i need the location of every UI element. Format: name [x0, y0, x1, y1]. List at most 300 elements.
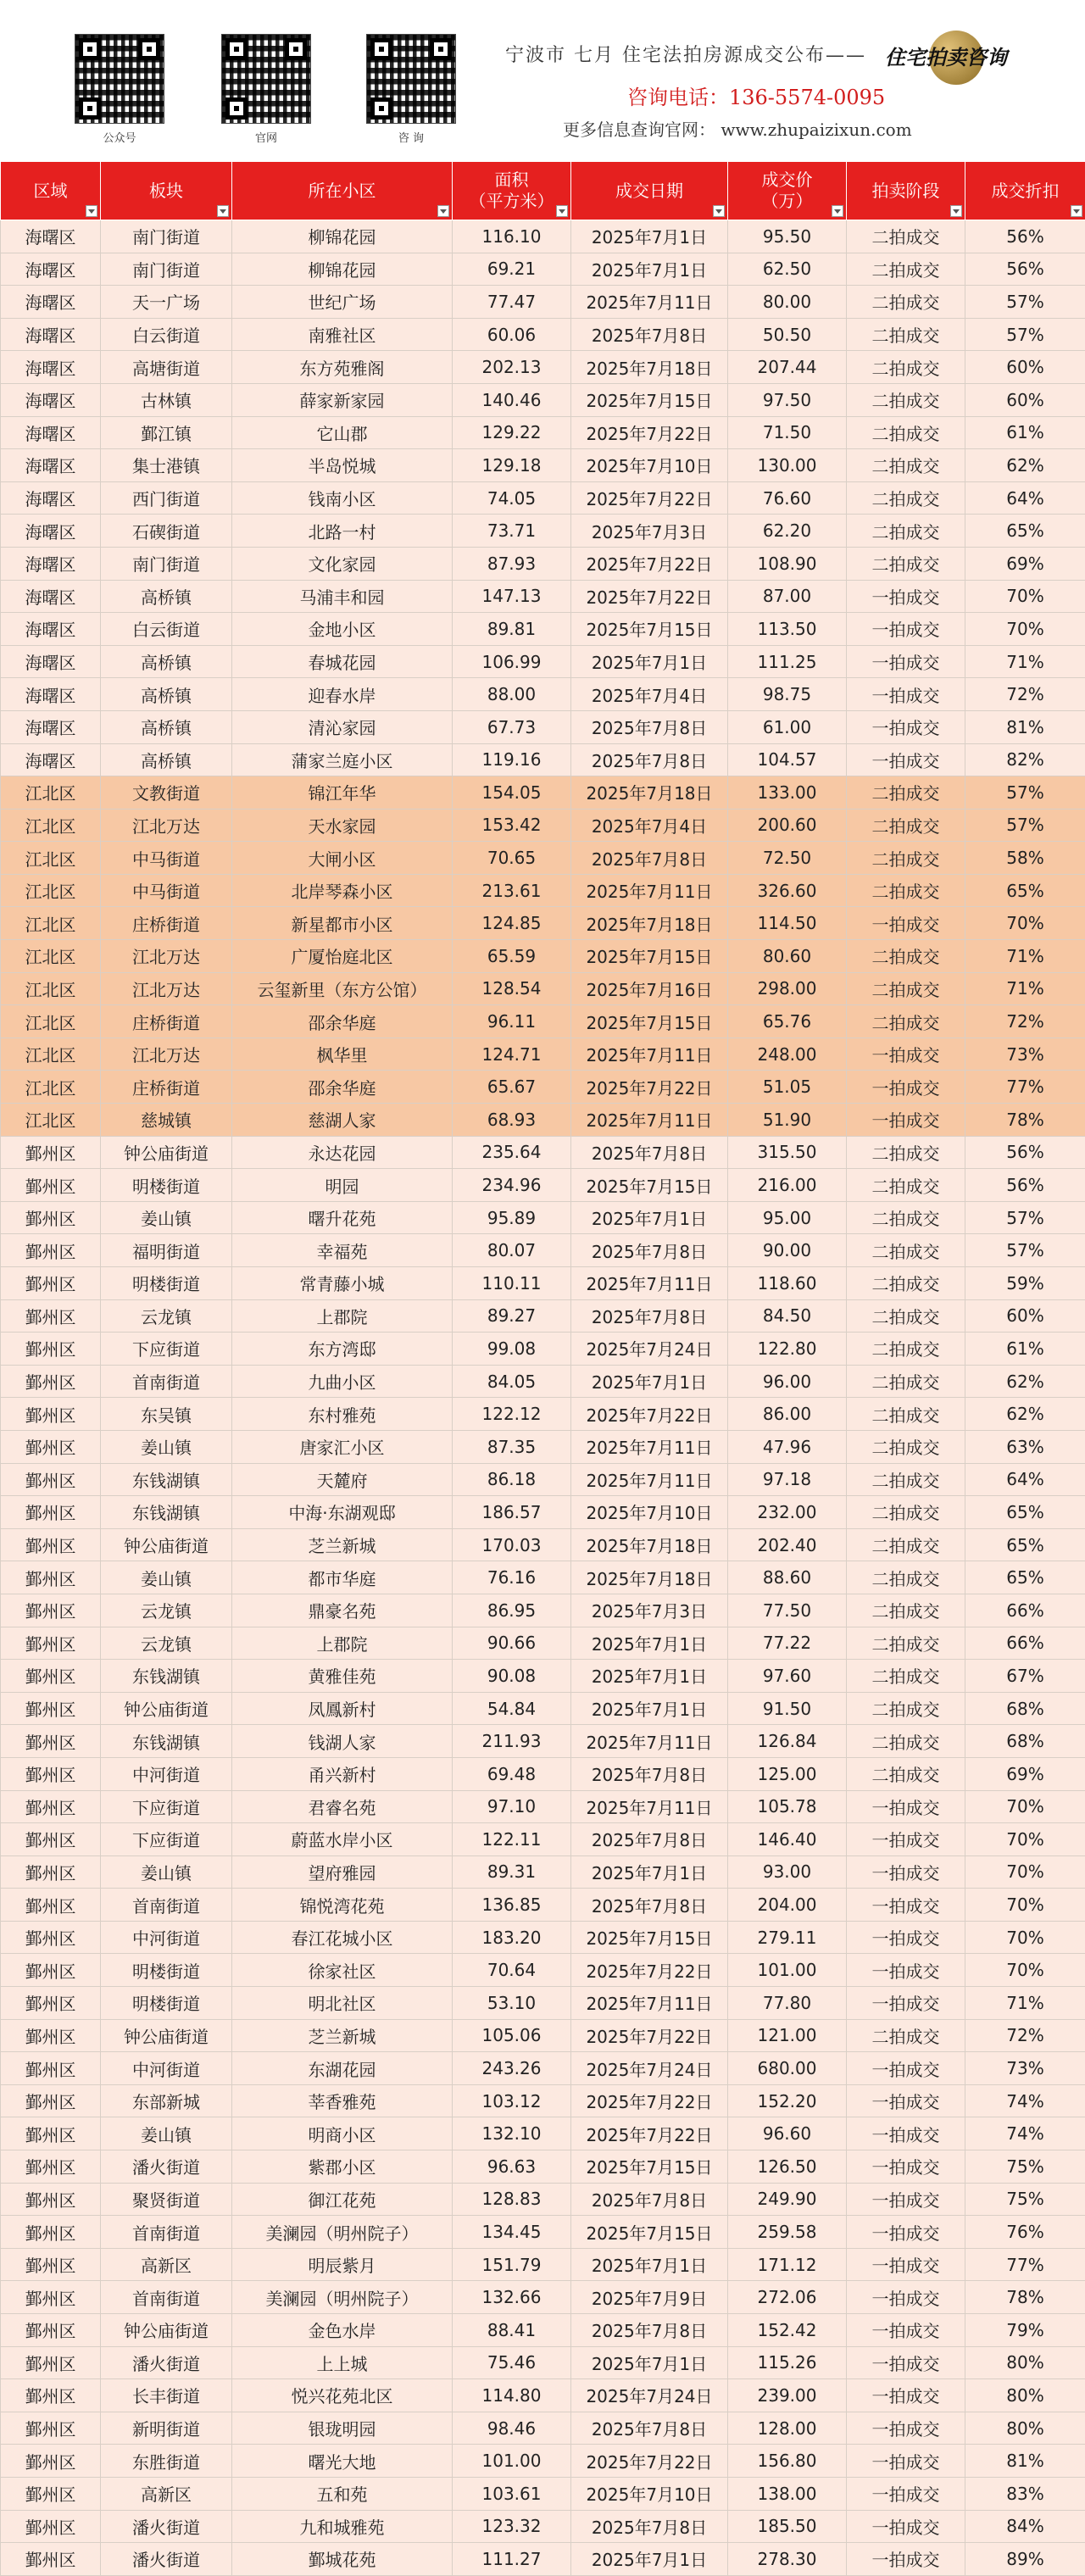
col-size-cell: 65.67 — [453, 1071, 571, 1104]
col-size-cell: 211.93 — [453, 1725, 571, 1758]
col-district-cell: 海曙区 — [1, 743, 101, 776]
col-price-cell: 91.50 — [728, 1692, 847, 1725]
col-community-cell: 唐家汇小区 — [232, 1430, 453, 1463]
col-discount-cell: 80% — [965, 2346, 1085, 2379]
col-stage-cell: 二拍成交 — [847, 1267, 965, 1300]
col-price-cell: 126.84 — [728, 1725, 847, 1758]
col-size-cell: 89.27 — [453, 1299, 571, 1333]
col-price-cell: 105.78 — [728, 1790, 847, 1823]
table-row — [1, 416, 1085, 449]
col-community-cell: 九曲小区 — [232, 1365, 453, 1398]
col-size-cell: 80.07 — [453, 1234, 571, 1267]
col-date-cell: 2025年7月11日 — [571, 874, 728, 907]
col-area-cell: 东钱湖镇 — [101, 1496, 232, 1529]
col-area-cell: 福明街道 — [101, 1234, 232, 1267]
col-size-cell: 106.99 — [453, 645, 571, 678]
col-community-cell: 曙光大地 — [232, 2445, 453, 2478]
col-size-cell: 119.16 — [453, 743, 571, 776]
col-date-cell: 2025年7月22日 — [571, 1071, 728, 1104]
col-area-cell: 首南街道 — [101, 1889, 232, 1922]
col-discount-cell: 65% — [965, 1496, 1085, 1529]
col-stage-cell: 一拍成交 — [847, 1071, 965, 1104]
col-area-cell: 石碶街道 — [101, 515, 232, 548]
table-row — [1, 1038, 1085, 1071]
col-date-cell: 2025年7月18日 — [571, 776, 728, 810]
col-community-cell: 慈湖人家 — [232, 1104, 453, 1137]
col-price-cell: 146.40 — [728, 1823, 847, 1856]
col-date-cell: 2025年7月16日 — [571, 972, 728, 1005]
col-stage-cell: 二拍成交 — [847, 1725, 965, 1758]
qr-label: 公众号 — [73, 129, 166, 145]
col-area-cell: 钟公庙街道 — [101, 2019, 232, 2052]
col-discount-cell: 70% — [965, 907, 1085, 940]
col-area-cell: 高桥镇 — [101, 743, 232, 776]
col-discount-cell: 61% — [965, 1333, 1085, 1366]
col-district-cell: 鄞州区 — [1, 1692, 101, 1725]
col-stage-cell: 二拍成交 — [847, 1496, 965, 1529]
col-discount-cell: 57% — [965, 318, 1085, 351]
col-price-cell: 77.50 — [728, 1594, 847, 1627]
col-area-cell: 白云街道 — [101, 318, 232, 351]
col-price-cell: 88.60 — [728, 1561, 847, 1594]
col-area-cell: 江北万达 — [101, 1038, 232, 1071]
col-date-cell: 2025年7月11日 — [571, 1725, 728, 1758]
col-discount-cell: 80% — [965, 2379, 1085, 2412]
col-size-cell: 105.06 — [453, 2019, 571, 2052]
col-size-cell: 87.93 — [453, 547, 571, 580]
col-stage-cell: 二拍成交 — [847, 547, 965, 580]
col-discount-cell: 79% — [965, 2314, 1085, 2347]
col-area-cell: 东部新城 — [101, 2084, 232, 2117]
col-date-cell: 2025年7月15日 — [571, 1169, 728, 1202]
col-size-cell: 53.10 — [453, 1987, 571, 2020]
col-area-header[interactable]: 板块 — [101, 162, 232, 220]
col-stage-cell: 一拍成交 — [847, 1954, 965, 1987]
filter-dropdown-icon[interactable] — [437, 205, 449, 217]
table-row — [1, 1365, 1085, 1398]
col-area-cell: 钟公庙街道 — [101, 1528, 232, 1561]
col-discount-cell: 71% — [965, 940, 1085, 973]
col-size-cell: 153.42 — [453, 809, 571, 842]
col-district-cell: 江北区 — [1, 842, 101, 875]
col-area-cell: 高新区 — [101, 2477, 232, 2510]
col-area-cell: 钟公庙街道 — [101, 1136, 232, 1169]
col-area-cell: 南门街道 — [101, 220, 232, 253]
col-stage-cell: 一拍成交 — [847, 907, 965, 940]
col-discount-cell: 70% — [965, 613, 1085, 646]
col-size-cell: 89.81 — [453, 613, 571, 646]
col-size-cell: 98.46 — [453, 2412, 571, 2445]
col-discount-cell: 74% — [965, 2084, 1085, 2117]
col-community-cell: 凤鳳新村 — [232, 1692, 453, 1725]
col-price-cell: 118.60 — [728, 1267, 847, 1300]
col-community-cell: 上郡院 — [232, 1627, 453, 1660]
col-size-cell: 129.18 — [453, 449, 571, 482]
table-row — [1, 1071, 1085, 1104]
hotline: 咨询电话：136-5574-0095 — [627, 81, 885, 110]
col-area-cell: 下应街道 — [101, 1333, 232, 1366]
col-price-cell: 104.57 — [728, 743, 847, 776]
col-price-cell: 98.75 — [728, 678, 847, 711]
col-date-cell: 2025年7月11日 — [571, 286, 728, 319]
col-date-cell: 2025年7月8日 — [571, 2183, 728, 2216]
col-community-cell: 云玺新里（东方公馆） — [232, 972, 453, 1005]
table-row — [1, 253, 1085, 286]
brand-name: 住宅拍卖咨询 — [885, 41, 1007, 70]
col-stage-cell: 二拍成交 — [847, 1299, 965, 1333]
table-row — [1, 1333, 1085, 1366]
col-discount-cell: 69% — [965, 1757, 1085, 1790]
col-date-cell: 2025年7月8日 — [571, 1299, 728, 1333]
col-discount-cell: 63% — [965, 1430, 1085, 1463]
col-area-cell: 高桥镇 — [101, 580, 232, 613]
col-area-cell: 古林镇 — [101, 383, 232, 416]
col-price-cell: 232.00 — [728, 1496, 847, 1529]
col-price-header[interactable]: 成交价 （万） — [728, 162, 847, 220]
col-area-cell: 姜山镇 — [101, 1561, 232, 1594]
col-area-cell: 南门街道 — [101, 253, 232, 286]
table-row — [1, 2052, 1085, 2085]
col-date-cell: 2025年7月11日 — [571, 1790, 728, 1823]
col-date-cell: 2025年7月1日 — [571, 2346, 728, 2379]
col-stage-cell: 一拍成交 — [847, 613, 965, 646]
col-community-cell: 徐家社区 — [232, 1954, 453, 1987]
col-district-cell: 鄞州区 — [1, 2510, 101, 2543]
col-stage-cell: 一拍成交 — [847, 1921, 965, 1954]
col-discount-header[interactable]: 成交折扣 — [965, 162, 1085, 220]
table-row — [1, 1594, 1085, 1627]
col-discount-cell: 65% — [965, 874, 1085, 907]
col-date-cell: 2025年7月15日 — [571, 940, 728, 973]
col-community-cell: 都市华庭 — [232, 1561, 453, 1594]
col-community-cell: 春江花城小区 — [232, 1921, 453, 1954]
col-community-cell: 天麓府 — [232, 1463, 453, 1496]
qr-code-icon — [221, 34, 311, 124]
col-size-cell: 122.12 — [453, 1398, 571, 1431]
col-date-cell: 2025年7月8日 — [571, 743, 728, 776]
col-size-cell: 147.13 — [453, 580, 571, 613]
col-discount-cell: 74% — [965, 2117, 1085, 2150]
col-community-cell: 南雅社区 — [232, 318, 453, 351]
col-date-cell: 2025年7月22日 — [571, 547, 728, 580]
col-district-cell: 鄞州区 — [1, 1725, 101, 1758]
col-community-cell: 银珑明园 — [232, 2412, 453, 2445]
col-date-cell: 2025年7月8日 — [571, 842, 728, 875]
table-row — [1, 1987, 1085, 2020]
col-stage-cell: 二拍成交 — [847, 481, 965, 515]
col-area-cell: 东吴镇 — [101, 1398, 232, 1431]
col-area-cell: 明楼街道 — [101, 1987, 232, 2020]
col-size-cell: 234.96 — [453, 1169, 571, 1202]
col-area-cell: 首南街道 — [101, 2216, 232, 2249]
col-date-cell: 2025年7月10日 — [571, 449, 728, 482]
col-price-cell: 114.50 — [728, 907, 847, 940]
col-size-cell: 124.85 — [453, 907, 571, 940]
table-row — [1, 1790, 1085, 1823]
col-stage-cell: 二拍成交 — [847, 220, 965, 253]
table-row — [1, 1005, 1085, 1038]
col-size-cell: 124.71 — [453, 1038, 571, 1071]
table-row — [1, 2412, 1085, 2445]
col-size-cell: 60.06 — [453, 318, 571, 351]
col-price-cell: 138.00 — [728, 2477, 847, 2510]
col-date-cell: 2025年7月1日 — [571, 1660, 728, 1693]
col-stage-cell: 一拍成交 — [847, 2052, 965, 2085]
col-size-cell: 89.31 — [453, 1855, 571, 1889]
filter-dropdown-icon[interactable] — [832, 205, 843, 217]
col-price-cell: 249.90 — [728, 2183, 847, 2216]
col-stage-cell: 一拍成交 — [847, 2379, 965, 2412]
col-price-cell: 278.30 — [728, 2543, 847, 2576]
col-stage-cell: 二拍成交 — [847, 351, 965, 384]
col-district-cell: 鄞州区 — [1, 1201, 101, 1234]
col-stage-cell: 二拍成交 — [847, 1398, 965, 1431]
col-date-cell: 2025年7月3日 — [571, 515, 728, 548]
col-district-cell: 江北区 — [1, 1005, 101, 1038]
col-area-cell: 姜山镇 — [101, 2117, 232, 2150]
col-district-cell: 鄞州区 — [1, 2412, 101, 2445]
col-stage-cell: 一拍成交 — [847, 2150, 965, 2184]
col-area-cell: 潘火街道 — [101, 2346, 232, 2379]
col-district-cell: 海曙区 — [1, 710, 101, 743]
col-area-cell: 东钱湖镇 — [101, 1660, 232, 1693]
col-price-cell: 126.50 — [728, 2150, 847, 2184]
col-date-cell: 2025年7月22日 — [571, 2019, 728, 2052]
col-date-header[interactable]: 成交日期 — [571, 162, 728, 220]
col-community-cell: 北岸琴森小区 — [232, 874, 453, 907]
col-size-cell: 96.63 — [453, 2150, 571, 2184]
col-date-cell: 2025年7月11日 — [571, 1038, 728, 1071]
col-price-cell: 171.12 — [728, 2248, 847, 2281]
col-size-cell: 54.84 — [453, 1692, 571, 1725]
col-discount-cell: 78% — [965, 2281, 1085, 2314]
col-district-cell: 鄞州区 — [1, 2248, 101, 2281]
table-row — [1, 972, 1085, 1005]
col-size-cell: 68.93 — [453, 1104, 571, 1137]
col-price-cell: 298.00 — [728, 972, 847, 1005]
col-date-cell: 2025年7月8日 — [571, 2314, 728, 2347]
col-area-cell: 云龙镇 — [101, 1299, 232, 1333]
table-row — [1, 743, 1085, 776]
col-stage-cell: 二拍成交 — [847, 1333, 965, 1366]
col-stage-cell: 一拍成交 — [847, 2477, 965, 2510]
col-size-cell: 243.26 — [453, 2052, 571, 2085]
col-size-cell: 70.64 — [453, 1954, 571, 1987]
col-district-cell: 江北区 — [1, 1038, 101, 1071]
col-size-cell: 170.03 — [453, 1528, 571, 1561]
col-stage-cell: 一拍成交 — [847, 2412, 965, 2445]
col-discount-cell: 57% — [965, 809, 1085, 842]
col-area-cell: 南门街道 — [101, 547, 232, 580]
col-size-cell: 183.20 — [453, 1921, 571, 1954]
col-discount-cell: 60% — [965, 351, 1085, 384]
col-discount-cell: 62% — [965, 1398, 1085, 1431]
col-stage-cell: 一拍成交 — [847, 1889, 965, 1922]
col-discount-cell: 56% — [965, 220, 1085, 253]
col-price-cell: 86.00 — [728, 1398, 847, 1431]
col-area-cell: 高塘街道 — [101, 351, 232, 384]
table-row — [1, 1201, 1085, 1234]
col-stage-header[interactable]: 拍卖阶段 — [847, 162, 965, 220]
col-price-cell: 87.00 — [728, 580, 847, 613]
col-community-cell: 邵余华庭 — [232, 1005, 453, 1038]
col-discount-cell: 77% — [965, 1071, 1085, 1104]
col-size-cell: 97.10 — [453, 1790, 571, 1823]
table-row — [1, 383, 1085, 416]
col-discount-cell: 56% — [965, 1169, 1085, 1202]
col-size-cell: 114.80 — [453, 2379, 571, 2412]
table-row — [1, 1757, 1085, 1790]
col-size-cell: 129.22 — [453, 416, 571, 449]
col-size-cell: 77.47 — [453, 286, 571, 319]
col-district-cell: 江北区 — [1, 1071, 101, 1104]
col-community-cell: 御江花苑 — [232, 2183, 453, 2216]
table-row — [1, 1169, 1085, 1202]
col-stage-cell: 二拍成交 — [847, 449, 965, 482]
col-discount-cell: 70% — [965, 1889, 1085, 1922]
table-row — [1, 1954, 1085, 1987]
qr-code-icon — [75, 34, 164, 124]
col-size-cell: 101.00 — [453, 2445, 571, 2478]
table-row — [1, 1430, 1085, 1463]
col-size-cell: 140.46 — [453, 383, 571, 416]
col-community-cell: 它山郡 — [232, 416, 453, 449]
col-community-cell: 薛家新家园 — [232, 383, 453, 416]
col-stage-cell: 一拍成交 — [847, 2510, 965, 2543]
col-date-cell: 2025年7月11日 — [571, 1430, 728, 1463]
col-discount-cell: 70% — [965, 1921, 1085, 1954]
table-row — [1, 1104, 1085, 1137]
col-discount-cell: 70% — [965, 1790, 1085, 1823]
col-district-cell: 鄞州区 — [1, 1987, 101, 2020]
col-community-cell: 邵余华庭 — [232, 1071, 453, 1104]
col-price-cell: 130.00 — [728, 449, 847, 482]
col-district-cell: 海曙区 — [1, 580, 101, 613]
table-row — [1, 1889, 1085, 1922]
col-stage-cell: 一拍成交 — [847, 710, 965, 743]
col-district-header[interactable]: 区域 — [1, 162, 101, 220]
table-row — [1, 1136, 1085, 1169]
col-community-cell: 鼎豪名苑 — [232, 1594, 453, 1627]
col-discount-cell: 73% — [965, 2052, 1085, 2085]
col-stage-cell: 一拍成交 — [847, 2216, 965, 2249]
col-date-cell: 2025年7月11日 — [571, 1267, 728, 1300]
filter-dropdown-icon[interactable] — [713, 205, 725, 217]
col-price-cell: 80.60 — [728, 940, 847, 973]
col-stage-cell: 二拍成交 — [847, 1561, 965, 1594]
col-date-cell: 2025年7月22日 — [571, 1954, 728, 1987]
col-community-cell: 芝兰新城 — [232, 1528, 453, 1561]
table-row — [1, 874, 1085, 907]
col-area-cell: 天一广场 — [101, 286, 232, 319]
col-discount-cell: 59% — [965, 1267, 1085, 1300]
col-stage-cell: 一拍成交 — [847, 1987, 965, 2020]
col-community-cell: 钱湖人家 — [232, 1725, 453, 1758]
col-district-cell: 江北区 — [1, 809, 101, 842]
col-discount-cell: 66% — [965, 1594, 1085, 1627]
col-community-header[interactable]: 所在小区 — [232, 162, 453, 220]
col-stage-cell: 二拍成交 — [847, 1169, 965, 1202]
col-area-cell: 首南街道 — [101, 2281, 232, 2314]
col-district-cell: 鄞州区 — [1, 1855, 101, 1889]
table-row — [1, 2543, 1085, 2576]
col-district-cell: 江北区 — [1, 940, 101, 973]
col-stage-cell: 一拍成交 — [847, 1104, 965, 1137]
col-size-cell: 84.05 — [453, 1365, 571, 1398]
col-community-cell: 锦悦湾花苑 — [232, 1889, 453, 1922]
col-discount-cell: 57% — [965, 776, 1085, 810]
col-district-cell: 鄞州区 — [1, 1463, 101, 1496]
col-community-cell: 金色水岸 — [232, 2314, 453, 2347]
col-district-cell: 鄞州区 — [1, 1921, 101, 1954]
col-price-cell: 84.50 — [728, 1299, 847, 1333]
col-price-cell: 77.22 — [728, 1627, 847, 1660]
col-discount-cell: 84% — [965, 2510, 1085, 2543]
col-discount-cell: 72% — [965, 2019, 1085, 2052]
filter-dropdown-icon[interactable] — [86, 205, 97, 217]
col-price-cell: 77.80 — [728, 1987, 847, 2020]
col-size-cell: 132.66 — [453, 2281, 571, 2314]
col-discount-cell: 58% — [965, 842, 1085, 875]
col-size-cell: 65.59 — [453, 940, 571, 973]
col-community-cell: 明园 — [232, 1169, 453, 1202]
col-community-cell: 美澜园（明州院子） — [232, 2281, 453, 2314]
col-area-cell: 庄桥街道 — [101, 1005, 232, 1038]
col-stage-cell: 一拍成交 — [847, 2117, 965, 2150]
qr-label: 咨 询 — [364, 129, 458, 145]
col-district-cell: 鄞州区 — [1, 2216, 101, 2249]
col-community-cell: 春城花园 — [232, 645, 453, 678]
col-size-cell: 213.61 — [453, 874, 571, 907]
col-date-cell: 2025年7月18日 — [571, 1528, 728, 1561]
col-district-cell: 海曙区 — [1, 318, 101, 351]
col-discount-cell: 69% — [965, 547, 1085, 580]
filter-dropdown-icon[interactable] — [217, 205, 229, 217]
col-price-cell: 47.96 — [728, 1430, 847, 1463]
col-community-cell: 清沁家园 — [232, 710, 453, 743]
col-size-cell: 88.00 — [453, 678, 571, 711]
table-row — [1, 645, 1085, 678]
table-row — [1, 2183, 1085, 2216]
col-discount-cell: 78% — [965, 1104, 1085, 1137]
col-community-cell: 紫郡小区 — [232, 2150, 453, 2184]
table-row — [1, 1234, 1085, 1267]
filter-dropdown-icon[interactable] — [1071, 205, 1082, 217]
filter-dropdown-icon[interactable] — [556, 205, 568, 217]
col-community-cell: 新星都市小区 — [232, 907, 453, 940]
col-size-cell: 87.35 — [453, 1430, 571, 1463]
col-size-header[interactable]: 面积 （平方米） — [453, 162, 571, 220]
col-district-cell: 鄞州区 — [1, 2543, 101, 2576]
col-area-cell: 首南街道 — [101, 1365, 232, 1398]
col-discount-cell: 81% — [965, 710, 1085, 743]
col-community-cell: 五和苑 — [232, 2477, 453, 2510]
col-area-cell: 云龙镇 — [101, 1594, 232, 1627]
col-size-cell: 96.11 — [453, 1005, 571, 1038]
col-stage-cell: 一拍成交 — [847, 2183, 965, 2216]
col-date-cell: 2025年7月24日 — [571, 2379, 728, 2412]
table-row — [1, 1692, 1085, 1725]
col-area-cell: 姜山镇 — [101, 1855, 232, 1889]
col-area-cell: 中河街道 — [101, 1921, 232, 1954]
col-stage-cell: 一拍成交 — [847, 2248, 965, 2281]
col-size-cell: 75.46 — [453, 2346, 571, 2379]
col-community-cell: 柳锦花园 — [232, 220, 453, 253]
filter-dropdown-icon[interactable] — [950, 205, 962, 217]
col-price-cell: 97.18 — [728, 1463, 847, 1496]
col-stage-cell: 二拍成交 — [847, 416, 965, 449]
col-discount-cell: 89% — [965, 2543, 1085, 2576]
